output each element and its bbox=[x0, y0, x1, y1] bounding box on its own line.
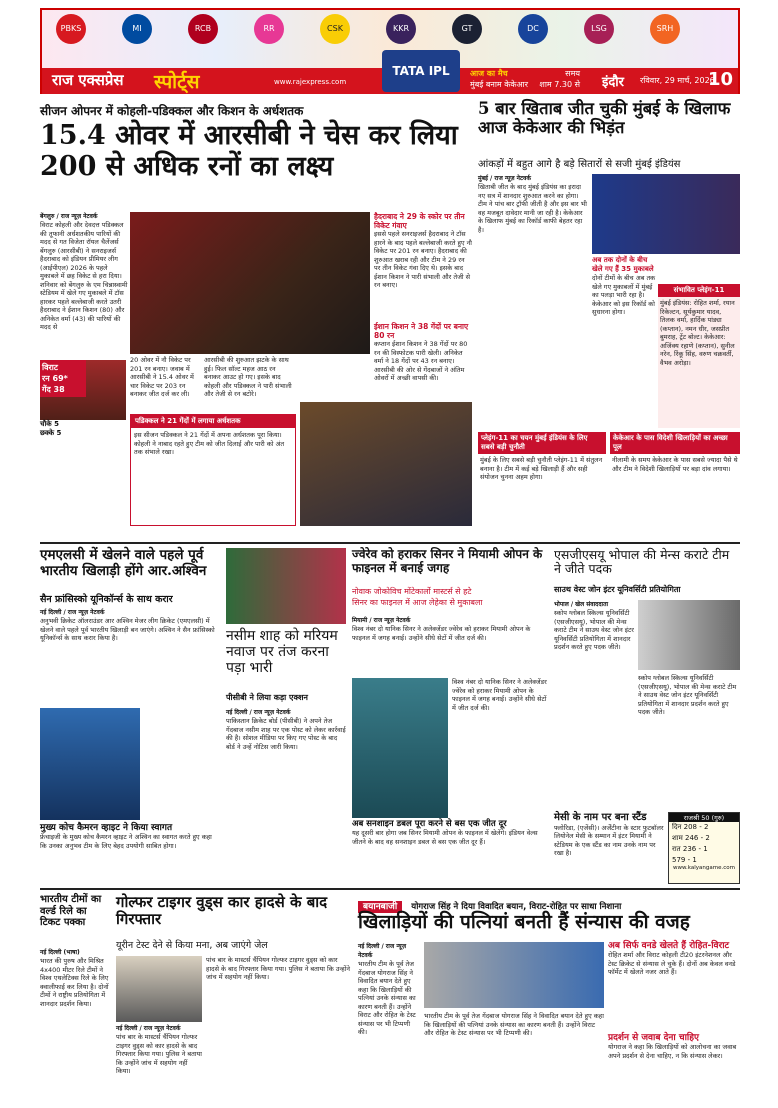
lead-headline: 15.4 ओवर में आरसीबी ने चेस कर लिया 200 से अधिक रनों का लक्ष्य bbox=[40, 120, 458, 183]
mi-kkr-caption bbox=[592, 256, 656, 428]
lead-sidebar bbox=[374, 212, 472, 320]
mi-kkr-headline: 5 बार खिताब जीत चुकी मुंबई के खिलाफ आज केकेआर की भिड़ंत bbox=[478, 99, 731, 137]
stats-title: विराट bbox=[42, 363, 58, 372]
yograj-body-col2 bbox=[424, 1012, 604, 1098]
captains-photo bbox=[592, 174, 740, 254]
messi-headline: मेसी के नाम पर बना स्टैंड bbox=[554, 812, 647, 823]
stat-balls: गेंद 38 bbox=[42, 385, 65, 394]
lead-body-col2 bbox=[130, 356, 200, 412]
kkr-overseas-box bbox=[610, 432, 740, 538]
padikkal-box-title: पडिक्कल ने 21 गेंदों में लगाया अर्धशतक bbox=[131, 415, 295, 428]
karate-body-text: स्कोप ग्लोबल स्किल्स यूनिवर्सिटी (एसजीएसयू), भोपाल की मेन्स कराटे टीम ने साउथ वेस्ट जोन इंटर यूनिवर्सिटी प्रतियोगिता में शानदार प्रदर्शन करते हुए पदक जीते। bbox=[554, 609, 634, 651]
yograj-players-photo bbox=[424, 942, 604, 1008]
mi-kkr-body-col bbox=[478, 174, 588, 428]
yograj-body-text: भारतीय टीम के पूर्व तेज गेंदबाज योगराज सिंह ने विवादित बयान देते हुए कहा कि खिलाड़ियों की पत्नियां उनके संन्यास का कारण बनती हैं। उन्होंने विराट और रोहित के टेस्ट संन्यास पर भी टिप्पणी की। bbox=[358, 960, 416, 1036]
sinner-bullet-1: नोवाक जोकोविच मोंटेकार्लो मास्टर्स से हटे bbox=[352, 587, 472, 596]
masthead-bar bbox=[42, 64, 738, 94]
sinner-body-col bbox=[352, 616, 548, 674]
naseem-subhead: पीसीबी ने लिया कड़ा एक्शन bbox=[226, 693, 308, 702]
tiger-body-text-2: पांच बार के मास्टर्स चैंपियन गोल्फर टाइगर वुड्स को कार हादसे के बाद गिरफ्तार किया गया। पुलिस ने बताया कि उन्होंने जांच में सहयोग नहीं किया। bbox=[206, 956, 350, 981]
ashwin-body-col bbox=[40, 608, 220, 708]
sinner-caption bbox=[352, 820, 548, 884]
sinner-body-col2 bbox=[452, 678, 548, 818]
ashwin-photo bbox=[40, 708, 140, 820]
ashwin-caption-head: मुख्य कोच कैमरन व्हाइट ने किया स्वागत bbox=[40, 823, 173, 833]
mi-kkr-caption-head: अब तक दोनों के बीच खेले गए हैं 35 मुकाबले bbox=[592, 256, 654, 273]
rcb-players-photo bbox=[130, 212, 370, 354]
match-info bbox=[470, 68, 580, 92]
match-teams: मुंबई बनाम केकेआर bbox=[470, 80, 528, 89]
naseem-photo bbox=[226, 548, 346, 624]
yograj-side-body: रोहित शर्मा और विराट कोहली टी20 इंटरनेशनल और टेस्ट क्रिकेट से संन्यास ले चुके हैं। दोनों अब केवल वनडे फॉर्मेट में खेलते नजर आते हैं। bbox=[608, 951, 736, 976]
playing-xi-box bbox=[658, 284, 740, 428]
naseem-headline: नसीम शाह को मरियम नवाज पर तंज करना पड़ा भारी bbox=[226, 628, 338, 677]
yograj-kicker: योगराज सिंह ने दिया विवादित बयान, विराट-रोहित पर साधा निशाना bbox=[411, 902, 622, 912]
relay-body-col bbox=[40, 948, 110, 1098]
yograj-byline: नई दिल्ली / राज न्यूज़ नेटवर्क bbox=[358, 943, 407, 959]
stat-sixes: छक्के 5 bbox=[40, 429, 62, 437]
lead-sidebar-2 bbox=[374, 322, 472, 402]
naseem-body-col bbox=[226, 708, 346, 884]
sinner-bullets bbox=[352, 586, 548, 614]
mi-challenge-body: मुंबई के लिए सबसे बड़ी चुनौती प्लेइंग-11 में संतुलन बनाना है। टीम में कई बड़े खिलाड़ी हैं और सही संयोजन चुनना अहम होगा। bbox=[480, 456, 603, 481]
yograj-side-box-2 bbox=[608, 1034, 740, 1098]
tiger-body-col2 bbox=[206, 956, 352, 1098]
section-divider bbox=[40, 542, 740, 544]
lottery-site: www.kalyangame.com bbox=[673, 865, 735, 871]
lead-body-text: विराट कोहली और देवदत्त पडिक्कल की तूफानी अर्धशतकीय पारियों की मदद से गत विजेता रॉयल चैलेंजर्स बेंगलुरु (आरसीबी) ने सनराइजर्स हैदराबाद को इंडियन प्रीमियर लीग (आईपीएल) 2026 के पहले मुकाबले में छह विकेट से हरा दिया। शनिवार को बेंगलुरु के एम चिन्नास्वामी स्टेडियम में खेले गए मुकाबले में टॉस हारकर पहले बल्लेबाजी करते उतरी हैदराबाद ने ईशान किशन (80) और अनिकेत वर्मा (43) की पारियों की मदद से bbox=[40, 221, 128, 331]
lottery-row: दिन 208 - 2 bbox=[672, 823, 709, 831]
ashwin-subhead: सैन फ्रांसिस्को यूनिकॉर्न्स के साथ करार bbox=[40, 594, 173, 605]
yograj-kicker-row bbox=[358, 894, 740, 910]
side-head-1: हैदराबाद ने 29 के स्कोर पर तीन विकेट गंवाए bbox=[374, 212, 465, 230]
mi-challenge-box bbox=[478, 432, 606, 538]
lead-byline: बेंगलुरु / राज न्यूज़ नेटवर्क bbox=[40, 213, 98, 220]
yograj-side-head: अब सिर्फ वनडे खेलते हैं रोहित-विराट bbox=[608, 941, 730, 951]
karate-byline: भोपाल / खेल संवाददाता bbox=[554, 601, 609, 608]
sinner-headline: ज्वेरेव को हराकर सिनर ने मियामी ओपन के फाइनल में बनाई जगह bbox=[352, 547, 543, 575]
tiger-subhead: यूरीन टेस्ट देने से किया मना, अब जाएंगे जेल bbox=[116, 940, 268, 951]
tiger-body-col bbox=[116, 1024, 202, 1098]
yograj-tag: बयानबाजी bbox=[358, 901, 402, 913]
ashwin-headline: एमएलसी में खेलने वाले पहले पूर्व भारतीय खिलाड़ी होंगे आर.अश्विन bbox=[40, 547, 207, 579]
sinner-bullet-2: सिनर का फाइनल में आज लेहेका से मुकाबला bbox=[352, 598, 483, 607]
sinner-body-text-2: विश्व नंबर दो यानिक सिनर ने अलेक्जेंडर ज्वेरेव को हराकर मियामी ओपन के फाइनल में जगह बनाई। उन्होंने सीधे सेटों में जीत दर्ज की। bbox=[452, 678, 547, 712]
yograj-side-body-2: योगराज ने कहा कि खिलाड़ियों को आलोचना का जवाब अपने प्रदर्शन से देना चाहिए, न कि संन्यास लेकर। bbox=[608, 1043, 737, 1060]
yograj-body-col bbox=[358, 942, 420, 1098]
lead-body-text-2: 20 ओवर में नौ विकेट पर 201 रन बनाए। जवाब में आरसीबी ने 15.4 ओवर में चार विकेट पर 203 रन बनाकर जीत दर्ज कर ली। bbox=[130, 356, 194, 398]
sinner-byline: मियामी / राज न्यूज़ नेटवर्क bbox=[352, 617, 411, 624]
team-logo: PBKS bbox=[56, 14, 86, 44]
relay-byline: नई दिल्ली (भाषा) bbox=[40, 949, 80, 956]
karate-subhead: साउथ वेस्ट जोन इंटर यूनिवर्सिटी प्रतियोगिता bbox=[554, 585, 681, 594]
kkr-overseas-title: केकेआर के पास विदेशी खिलाड़ियों का अच्छा पूल bbox=[610, 432, 740, 454]
issue-date: रविवार, 29 मार्च, 2026 bbox=[640, 76, 715, 85]
team-logo: KKR bbox=[386, 14, 416, 44]
stats-lower bbox=[40, 420, 126, 526]
lead-body-col bbox=[40, 212, 128, 354]
lead-body-text-3: आरसीबी की शुरुआत झटके के साथ हुई। फिल सॉल्ट महज आठ रन बनाकर आउट हो गए। इसके बाद कोहली और पडिक्कल ने पारी संभाली और तेजी से रन बटोरे। bbox=[204, 356, 292, 398]
yograj-headline: खिलाड़ियों की पत्नियां बनती हैं संन्यास की वजह bbox=[358, 911, 690, 933]
padikkal-box-body: इस सीजन पडिक्कल ने 21 गेंदों में अपना अर्धशतक पूरा किया। कोहली ने नाबाद रहते हुए टीम को जीत दिलाई और पारी को अंत तक संभाले रखा। bbox=[134, 431, 285, 456]
sinner-photo bbox=[352, 678, 448, 818]
time-label: समय bbox=[565, 69, 580, 78]
side-body-1: इससे पहले सनराइजर्स हैदराबाद ने टॉस हारने के बाद पहले बल्लेबाजी करते हुए नौ विकेट पर 201 रन बनाए। हैदराबाद की शुरुआत खराब रही और टीम ने 29 रन पर तीन विकेट गंवा दिए थे। इसके बाद ईशान किशन ने पारी संभाली और तेजी से रन बनाए। bbox=[374, 230, 472, 289]
relay-body-text: भारत की पुरुष और मिश्रित 4x400 मीटर रिले टीमों ने विश्व एथलेटिक्स रिले के लिए क्वालीफाई कर लिया है। दोनों टीमों ने राष्ट्रीय प्रतियोगिता में शानदार प्रदर्शन किया। bbox=[40, 957, 109, 1008]
lottery-box bbox=[668, 812, 740, 884]
tiger-body-text: पांच बार के मास्टर्स चैंपियन गोल्फर टाइगर वुड्स को कार हादसे के बाद गिरफ्तार किया गया। पुलिस ने बताया कि उन्होंने जांच में सहयोग नहीं किया। bbox=[116, 1033, 202, 1075]
team-logo: DC bbox=[518, 14, 548, 44]
kkr-overseas-body: नीलामी के समय केकेआर के पास सबसे ज्यादा पैसे थे और टीम ने विदेशी खिलाड़ियों पर बड़ा दांव लगाया। bbox=[612, 456, 738, 473]
yograj-side-head-2: प्रदर्शन से जवाब देना चाहिए bbox=[608, 1033, 700, 1043]
team-logo: RCB bbox=[188, 14, 218, 44]
sinner-body-text: विश्व नंबर दो यानिक सिनर ने अलेक्जेंडर ज्वेरेव को हराकर मियामी ओपन के फाइनल में जगह बनाई। उन्होंने सीधे सेटों में जीत दर्ज की। bbox=[352, 625, 531, 642]
lottery-row: 579 - 1 bbox=[672, 856, 697, 864]
stat-runs: रन 69* bbox=[42, 374, 68, 383]
naseem-body-text: पाकिस्तान क्रिकेट बोर्ड (पीसीबी) ने अपने तेज गेंदबाज नसीम शाह पर एक पोस्ट को लेकर कार्रवाई की है। सोशल मीडिया पर किए गए पोस्ट के बाद बोर्ड ने उन्हें नोटिस जारी किया। bbox=[226, 717, 346, 751]
lead-kicker-text: सीजन ओपनर में कोहली-पडिक्कल और किशन के अर्धशतक bbox=[40, 104, 304, 118]
padikkal-photo bbox=[300, 402, 472, 526]
sinner-caption-head: अब सनशाइन डबल पूरा करने से बस एक जीत दूर bbox=[352, 819, 507, 829]
section-divider bbox=[40, 888, 740, 890]
stat-fours: चौके 5 bbox=[40, 420, 59, 428]
match-time: शाम 7.30 से bbox=[539, 80, 580, 89]
yograj-body-text-2: भारतीय टीम के पूर्व तेज गेंदबाज योगराज सिंह ने विवादित बयान देते हुए कहा कि खिलाड़ियों की पत्नियां उनके संन्यास का कारण बनती हैं। उन्होंने विराट और रोहित के टेस्ट संन्यास पर भी टिप्पणी की। bbox=[424, 1012, 604, 1037]
team-logo: GT bbox=[452, 14, 482, 44]
messi-box bbox=[554, 812, 664, 884]
karate-headline: एसजीएसयू भोपाल की मेन्स कराटे टीम ने जीते पदक bbox=[554, 547, 730, 577]
lottery-row: शाम 246 - 2 bbox=[672, 834, 710, 842]
karate-body-col bbox=[554, 600, 634, 810]
side-body-2: कप्तान ईशान किशन ने 38 गेंदों पर 80 रन की विस्फोटक पारी खेली। अनिकेत वर्मा ने 18 गेंदों पर 43 रन बनाए। आरसीबी की ओर से गेंदबाजों ने अंतिम ओवरों में अच्छी वापसी की। bbox=[374, 340, 468, 382]
team-logo: CSK bbox=[320, 14, 350, 44]
tiger-byline: नई दिल्ली / राज न्यूज़ नेटवर्क bbox=[116, 1025, 181, 1032]
kohli-photo bbox=[40, 360, 126, 420]
karate-team-photo bbox=[638, 600, 740, 670]
team-logo: RR bbox=[254, 14, 284, 44]
messi-body: फ्लोरिडा, (एजेंसी)। अर्जेंटीना के स्टार फुटबॉलर लियोनेल मेसी के सम्मान में इंटर मियामी ने स्टेडियम के एक स्टैंड का नाम उनके नाम पर रखा है। bbox=[554, 823, 664, 857]
mi-kkr-body-text: खिताबी जीत के बाद मुंबई इंडियंस का इरादा नए सत्र में शानदार शुरुआत करने का होगा। टीम ने पांच बार ट्रॉफी जीती है और इस बार भी वह मजबूत दावेदार मानी जा रही है। केकेआर के खिलाफ मुंबई का रिकॉर्ड काफी बेहतर रहा है। bbox=[478, 183, 587, 234]
mi-kkr-caption-body: दोनों टीमों के बीच अब तक खेले गए मुकाबलों में मुंबई का पलड़ा भारी रहा है। केकेआर को इस रिकॉर्ड को सुधारना होगा। bbox=[592, 274, 656, 316]
lead-kicker bbox=[40, 100, 472, 118]
ashwin-body-text: अनुभवी क्रिकेट ऑलराउंडर आर अश्विन मेजर लीग क्रिकेट (एमएलसी) में खेलने वाले पहले पूर्व भारतीय खिलाड़ी बन जाएंगे। अश्विन ने सैन फ्रांसिस्को यूनिकॉर्न्स के साथ करार किया है। bbox=[40, 617, 215, 642]
team-logo: LSG bbox=[584, 14, 614, 44]
padikkal-box bbox=[130, 414, 296, 526]
side-head-2: ईशान किशन ने 38 गेंदों पर बनाए 80 रन bbox=[374, 322, 469, 340]
masthead-title-sports: स्पोर्ट्स bbox=[154, 71, 200, 93]
mi-kkr-byline: मुंबई / राज न्यूज़ नेटवर्क bbox=[478, 175, 531, 182]
masthead-title: राज एक्सप्रेस bbox=[52, 71, 124, 89]
page-number: 10 bbox=[708, 69, 734, 90]
match-label: आज का मैच bbox=[470, 69, 508, 78]
ashwin-caption bbox=[40, 824, 220, 884]
lottery-row: रात 236 - 1 bbox=[672, 845, 708, 853]
lead-body-col3 bbox=[204, 356, 292, 412]
ashwin-byline: नई दिल्ली / राज न्यूज़ नेटवर्क bbox=[40, 609, 105, 616]
mi-kkr-subhead: आंकड़ों में बहुत आगे है बड़े सितारों से सजी मुंबई इंडियंस bbox=[478, 159, 681, 170]
karate-body-col2 bbox=[638, 674, 740, 810]
stats-box bbox=[40, 360, 86, 397]
relay-headline: भारतीय टीमों का वर्ल्ड रिले का टिकट पक्का bbox=[40, 894, 102, 928]
playing-xi-body: मुंबई इंडियंस: रोहित शर्मा, रयान रिकेल्टन, सूर्यकुमार यादव, तिलक वर्मा, हार्दिक पांड्या (कप्तान), नमन धीर, जसप्रीत बुमराह, ट्रेंट बोल्ट। केकेआर: अजिंक्य रहाणे (कप्तान), सुनील नरेन, रिंकू सिंह, वरुण चक्रवर्ती, वैभव अरोड़ा। bbox=[660, 299, 735, 367]
yograj-side-box bbox=[608, 942, 740, 1032]
masthead-url: www.rajexpress.com bbox=[274, 78, 347, 86]
team-logo: MI bbox=[122, 14, 152, 44]
ipl-logo: TATA IPL bbox=[382, 50, 460, 92]
ashwin-caption-body: फ्रेंचाइजी के मुख्य कोच कैमरन व्हाइट ने अश्विन का स्वागत करते हुए कहा कि उनका अनुभव टीम के लिए बेहद उपयोगी साबित होगा। bbox=[40, 833, 212, 850]
edition-city: इंदौर bbox=[602, 75, 624, 90]
tiger-headline: गोल्फर टाइगर वुड्स कार हादसे के बाद गिरफ्तार bbox=[116, 893, 328, 929]
mi-challenge-title: प्लेइंग-11 का चयन मुंबई इंडियंस के लिए सबसे बड़ी चुनौती bbox=[478, 432, 606, 454]
masthead bbox=[40, 8, 740, 94]
team-logo: SRH bbox=[650, 14, 680, 44]
playing-xi-title: संभावित प्लेइंग-11 bbox=[658, 284, 740, 297]
naseem-byline: नई दिल्ली / राज न्यूज़ नेटवर्क bbox=[226, 709, 291, 716]
karate-body-text-2: स्कोप ग्लोबल स्किल्स यूनिवर्सिटी (एसजीएसयू), भोपाल की मेन्स कराटे टीम ने साउथ वेस्ट जोन इंटर यूनिवर्सिटी प्रतियोगिता में शानदार प्रदर्शन करते हुए पदक जीते। bbox=[638, 674, 737, 716]
sinner-caption-body: यह दूसरी बार होगा जब सिनर मियामी ओपन के फाइनल में खेलेंगे। इंडियन वेल्स जीतने के बाद वह सनशाइन डबल से बस एक जीत दूर हैं। bbox=[352, 829, 538, 846]
lottery-header: राजश्री 50 (गुरु) bbox=[669, 813, 739, 822]
tiger-woods-photo bbox=[116, 956, 202, 1022]
